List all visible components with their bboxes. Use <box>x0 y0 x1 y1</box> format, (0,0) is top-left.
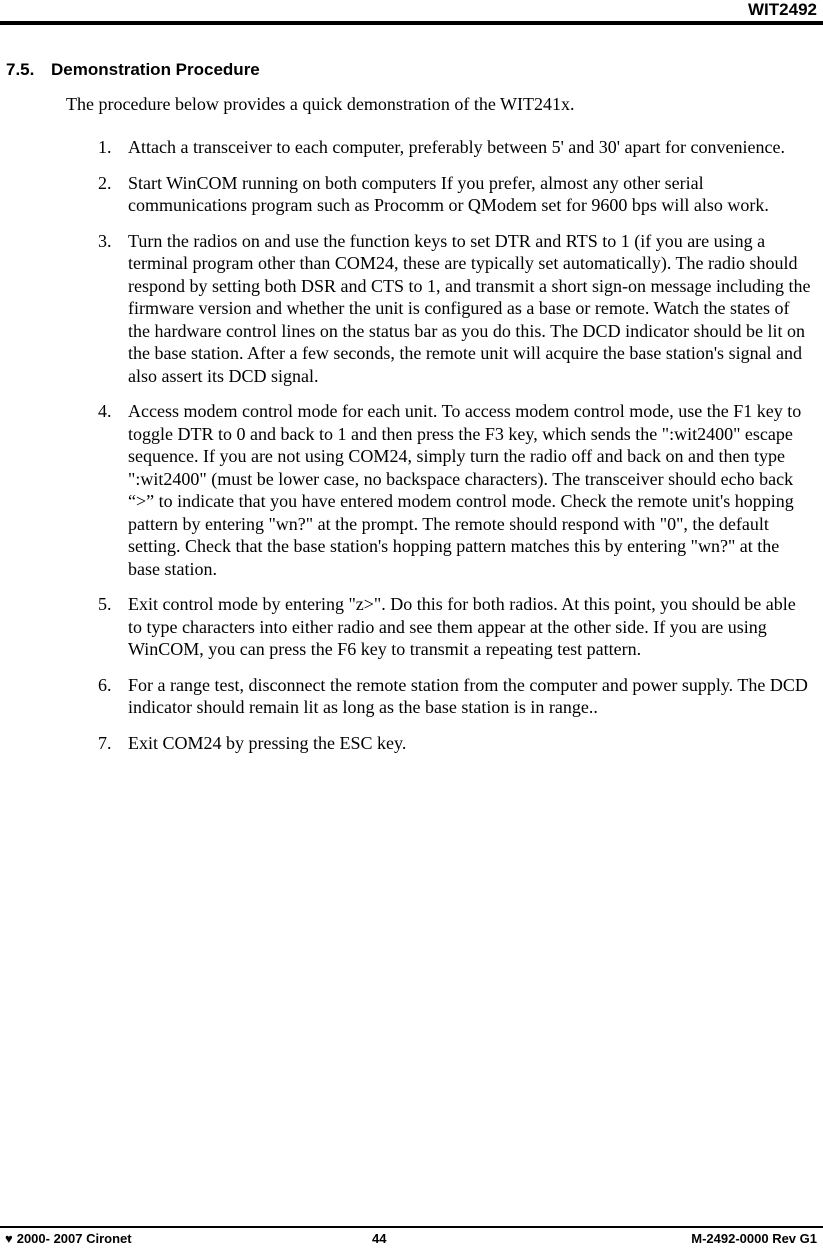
procedure-steps <box>0 136 823 767</box>
footer-copyright-group <box>5 1231 132 1247</box>
document-id: M-2492-0000 Rev G1 <box>691 1231 817 1246</box>
step-number: 2. <box>98 172 112 193</box>
header-rule <box>0 21 823 25</box>
step-text: Exit control mode by entering "z>". Do this for both radios. At this point, you should be able to type characters into either radio and see them appear at the other side. If you are using WinCOM, you can press the F6 key to transmit a repeating test pattern. <box>128 594 796 659</box>
step-number: 7. <box>98 732 112 753</box>
section-heading <box>6 60 260 80</box>
step-number: 1. <box>98 137 112 157</box>
step-text: Turn the radios on and use the function keys to set DTR and RTS to 1 (if you are using a terminal program other than COM24, these are typically set automatically). The radio should respond by setting both DSR and CTS to 1, and transmit a short sign-on message including the firmware version and whether the unit is configured as a base or remote. Watch the states of the hardware control lines on the status bar as you do this. The DCD indicator should be lit on the base station. After a few seconds, the remote unit will acquire the base station's signal and also assert its DCD signal. <box>128 230 811 386</box>
step-3 <box>0 230 823 388</box>
step-7 <box>0 732 823 755</box>
intro-paragraph: The procedure below provides a quick demonstration of the WIT241x. <box>66 94 575 114</box>
section-number: 7.5. <box>6 60 35 79</box>
header-title: WIT2492 <box>748 0 817 19</box>
step-number: 3. <box>98 230 112 251</box>
step-number: 4. <box>98 401 112 421</box>
section-title: Demonstration Procedure <box>51 60 260 79</box>
step-2 <box>0 172 823 217</box>
page-footer <box>0 1231 823 1247</box>
step-text: Attach a transceiver to each computer, preferably between 5' and 30' apart for convenience. <box>128 137 785 157</box>
step-1 <box>0 136 823 159</box>
heart-icon: ♥ <box>5 1231 13 1246</box>
step-5 <box>0 593 823 661</box>
step-text: Exit COM24 by pressing the ESC key. <box>128 732 407 753</box>
step-number: 6. <box>98 674 112 695</box>
step-text: Start WinCOM running on both computers If you prefer, almost any other serial communications program such as Procomm or QModem set for 9600 bps will also work. <box>128 172 769 215</box>
step-text: Access modem control mode for each unit. To access modem control mode, use the F1 key to toggle DTR to 0 and back to 1 and then press the F3 key, which sends the ":wit2400" escape sequence. If you are not using COM24, simply turn the radio off and back on and then type ":wit2400" (must be lower case, no backspace characters). The transceiver should echo back “>” to indicate that you have entered modem control mode. Check the remote unit's hopping pattern by entering "wn?" at the prompt. The remote should respond with "0", the default setting. Check that the base station's hopping pattern matches this by entering "wn?" at the base station. <box>128 401 802 579</box>
step-4 <box>0 400 823 580</box>
page-number: 44 <box>372 1231 387 1246</box>
step-6 <box>0 674 823 719</box>
footer-copyright: 2000- 2007 Cironet <box>16 1231 132 1246</box>
step-number: 5. <box>98 594 112 614</box>
footer-rule <box>0 1226 823 1228</box>
step-text: For a range test, disconnect the remote station from the computer and power supply. The DCD indicator should remain lit as long as the base station is in range.. <box>128 674 808 717</box>
